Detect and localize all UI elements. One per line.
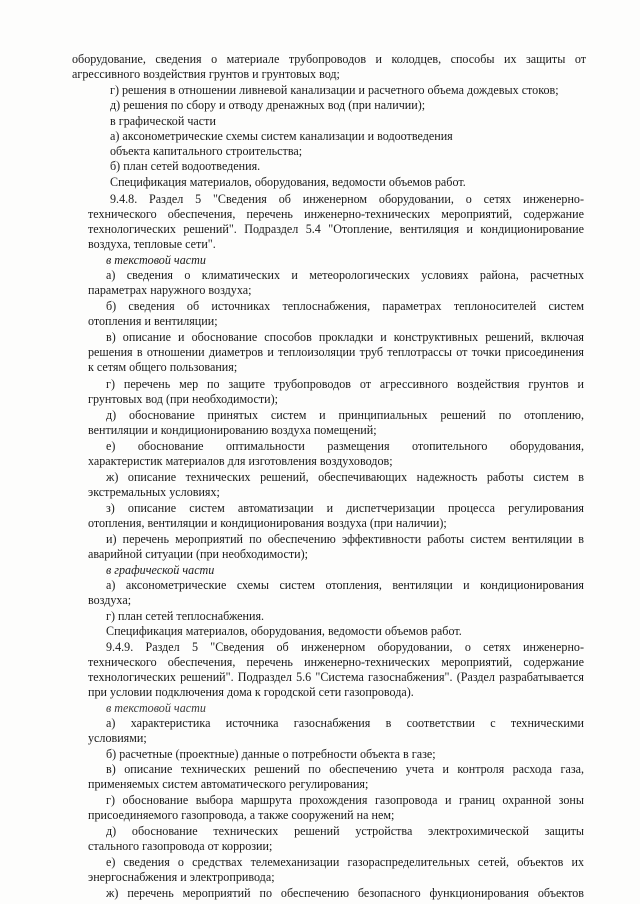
text-line: д) обоснование принятых систем и принципиальных решений по отоплению, <box>106 408 584 422</box>
text-line: аварийной ситуации (при необходимости); <box>88 547 308 561</box>
text-line: Спецификация материалов, оборудования, ведомости объемов работ. <box>110 175 466 189</box>
text-line: ж) перечень мероприятий по обеспечению безопасного функционирования объектов <box>106 886 584 900</box>
text-line: применяемых систем автоматического регулирования; <box>88 777 369 791</box>
text-line: а) характеристика источника газоснабжения в соответствии с техническими <box>106 716 584 730</box>
text-line: б) план сетей водоотведения. <box>110 159 261 173</box>
text-line: воздуха; <box>88 593 132 607</box>
text-line: отопления и вентиляции; <box>88 314 218 328</box>
text-line: е) обоснование оптимальности размещения отопительного оборудования, <box>106 439 584 453</box>
text-line: технологических решений". Подраздел 5.4 "Отопление, вентиляция и кондиционирование <box>88 222 584 236</box>
text-line: решения в отношении диаметров и теплоизоляции труб теплотрассы от точки присоединения <box>88 345 584 359</box>
text-line: к сетям общего пользования; <box>88 360 238 374</box>
subsection-label: в графической части <box>106 563 215 577</box>
text-line: а) аксонометрические схемы систем канализации и водоотведения <box>110 129 453 143</box>
text-line: в графической части <box>110 114 216 128</box>
text-line: и) перечень мероприятий по обеспечению эффективности работы систем вентиляции в <box>106 532 584 546</box>
subsection-label: в текстовой части <box>106 701 206 715</box>
text-line: технического обеспечения, перечень инженерно-технических мероприятий, содержание <box>88 655 584 669</box>
text-line: при условии подключения дома к городской сети газопровода). <box>88 685 414 699</box>
text-line: стального газопровода от коррозии; <box>88 839 273 853</box>
text-line: оборудование, сведения о материале трубопроводов и колодцев, способы их защиты от <box>72 52 586 66</box>
text-line: параметрах наружного воздуха; <box>88 283 252 297</box>
text-line: объекта капитального строительства; <box>110 144 303 158</box>
text-line: а) аксонометрические схемы систем отопления, вентиляции и кондиционирования <box>106 578 584 592</box>
text-line: технического обеспечения, перечень инженерно-технических мероприятий, содержание <box>88 207 584 221</box>
text-line: в) описание и обоснование способов прокладки и конструктивных решений, включая <box>106 330 584 344</box>
text-line: з) описание систем автоматизации и диспетчеризации процесса регулирования <box>106 501 584 515</box>
text-line: отопления, вентиляции и кондиционирования воздуха (при наличии); <box>88 516 447 530</box>
text-line: д) решения по сбору и отводу дренажных вод (при наличии); <box>110 98 426 112</box>
section-heading: 9.4.9. Раздел 5 "Сведения об инженерном оборудовании, о сетях инженерно- <box>106 640 584 654</box>
text-line: г) решения в отношении ливневой канализации и расчетного объема дождевых стоков; <box>110 83 559 97</box>
text-line: б) сведения об источниках теплоснабжения, параметрах теплоносителей систем <box>106 299 584 313</box>
text-line: а) сведения о климатических и метеорологических условиях района, расчетных <box>106 268 584 282</box>
text-line: условиями; <box>88 731 147 745</box>
text-line: энергоснабжения и электропривода; <box>88 870 275 884</box>
text-line: воздуха, тепловые сети". <box>88 237 216 251</box>
text-line: е) сведения о средствах телемеханизации газораспределительных сетей, объектов их <box>106 855 584 869</box>
text-line: агрессивного воздействия грунтов и грунтовых вод; <box>72 67 340 81</box>
text-line: г) перечень мер по защите трубопроводов от агрессивного воздействия грунтов и <box>106 377 584 391</box>
text-line: вентиляции и кондиционированию воздуха помещений; <box>88 423 377 437</box>
text-line: г) обоснование выбора маршрута прохождения газопровода и границ охранной зоны <box>106 793 584 807</box>
text-line: б) расчетные (проектные) данные о потребности объекта в газе; <box>106 747 436 761</box>
text-line: в) описание технических решений по обеспечению учета и контроля расхода газа, <box>106 762 584 776</box>
subsection-label: в текстовой части <box>106 253 206 267</box>
text-line: характеристик материалов для изготовления воздуховодов; <box>88 454 393 468</box>
text-line: г) план сетей теплоснабжения. <box>106 609 265 623</box>
text-line: присоединяемого газопровода, а также сооружений на нем; <box>88 808 395 822</box>
text-line: технологических решений". Подраздел 5.6 "Система газоснабжения". (Раздел разрабатывается <box>88 670 584 684</box>
text-line: ж) описание технических решений, обеспечивающих надежность работы систем в <box>106 470 584 484</box>
text-line: Спецификация материалов, оборудования, ведомости объемов работ. <box>106 624 462 638</box>
text-line: экстремальных условиях; <box>88 485 220 499</box>
section-heading: 9.4.8. Раздел 5 "Сведения об инженерном оборудовании, о сетях инженерно- <box>110 192 584 206</box>
text-line: грунтовых вод (при необходимости); <box>88 392 278 406</box>
text-line: д) обоснование технических решений устройства электрохимической защиты <box>106 824 584 838</box>
